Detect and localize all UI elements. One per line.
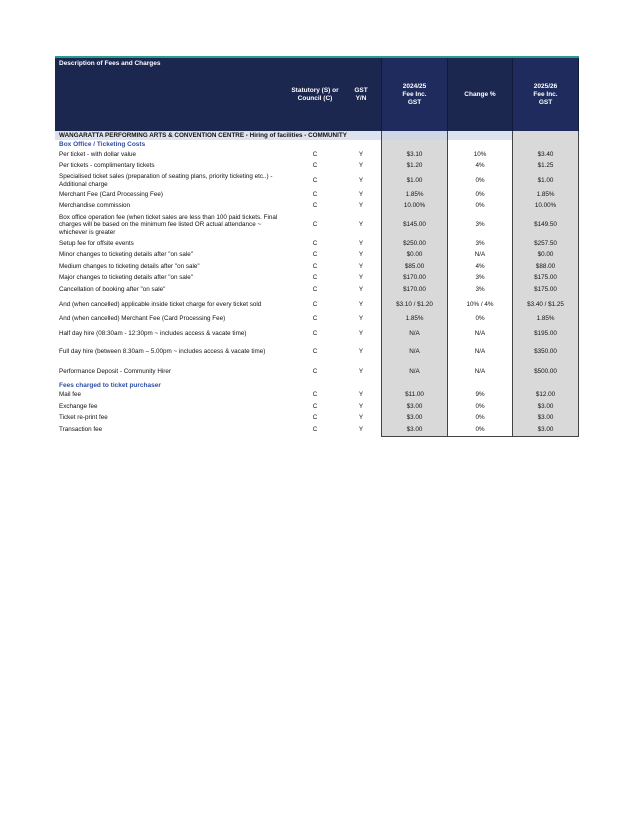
table-row [55,212,579,238]
subhead-box-office-label: Box Office / Ticketing Costs [59,141,146,148]
table-row [55,261,579,273]
table-header [55,58,579,131]
table-row [55,314,579,326]
row-change: 0% [475,402,485,410]
table-row [55,189,579,201]
row-description: Mail fee [59,391,82,399]
row-change: 0% [475,176,485,184]
row-statutory: C [312,262,318,270]
row-fee-2025-26: $149.50 [512,212,579,238]
row-fee-2024-25: N/A [381,325,448,342]
row-fee-2025-26: $500.00 [512,363,579,381]
row-gst: Y [358,262,364,270]
row-fee-2025-26: 10.00% [512,201,579,213]
row-fee-2024-25: $3.10 [381,149,448,161]
table-row [55,413,579,425]
row-change: 0% [475,425,485,433]
row-fee-2025-26: $0.00 [512,250,579,262]
section-title: WANGARATTA PERFORMING ARTS & CONVENTION CENTRE - Hiring of facilities - COMMUNITY [59,132,347,139]
row-fee-2025-26: $3.40 [512,149,579,161]
row-gst: Y [358,414,364,422]
row-statutory: C [312,162,318,170]
row-fee-2024-25: 1.85% [381,189,448,201]
row-gst: Y [358,251,364,259]
row-change: N/A [474,329,486,337]
row-change: N/A [474,348,486,356]
row-change: 0% [475,190,485,198]
header-change: Change % [464,90,496,98]
row-statutory: C [312,425,318,433]
table-row [55,325,579,342]
row-description: Box office operation fee (when ticket sales are less than 100 paid tickets. Final charges will be based on the minimum fee listed OR actual attendance ~ whichever is greater [59,213,278,236]
row-statutory: C [312,391,318,399]
row-gst: Y [358,367,364,375]
row-description: Per tickets - complimentary tickets [59,162,155,170]
row-statutory: C [312,300,318,308]
row-gst: Y [358,315,364,323]
row-description: Merchandise commission [59,202,131,210]
row-statutory: C [312,414,318,422]
row-description: Performance Deposit - Community Hirer [59,367,171,375]
row-fee-2025-26: $195.00 [512,325,579,342]
row-fee-2025-26: $350.00 [512,342,579,363]
row-description: Merchant Fee (Card Processing Fee) [59,190,163,198]
row-change: 3% [475,274,485,282]
row-gst: Y [358,391,364,399]
row-fee-2024-25: $11.00 [381,390,448,402]
row-fee-2024-25: $3.10 / $1.20 [381,296,448,314]
row-change: 9% [475,391,485,399]
row-statutory: C [312,315,318,323]
row-fee-2024-25: 10.00% [381,201,448,213]
row-fee-2025-26: $1.25 [512,161,579,173]
row-gst: Y [358,221,364,229]
row-change: 4% [475,262,485,270]
header-fee-2024-25: 2024/25 Fee Inc. GST [381,58,448,131]
row-description: Minor changes to ticketing details after "on sale" [59,251,193,259]
row-description: Specialised ticket sales (preparation of seating plans, priority ticketing etc..) - Additional charge [59,172,273,188]
row-fee-2024-25: $0.00 [381,250,448,262]
row-fee-2024-25: $3.00 [381,401,448,413]
table-row [55,296,579,314]
row-gst: Y [358,402,364,410]
row-statutory: C [312,202,318,210]
row-fee-2024-25: 1.85% [381,314,448,326]
row-gst: Y [358,285,364,293]
row-statutory: C [312,176,318,184]
table-row [55,161,579,173]
row-gst: Y [358,190,364,198]
row-fee-2024-25: N/A [381,342,448,363]
row-gst: Y [358,239,364,247]
table-row [55,284,579,296]
header-fee-2025-26: 2025/26 Fee Inc. GST [512,58,579,131]
row-change: N/A [474,251,486,259]
row-fee-2025-26: $3.40 / $1.25 [512,296,579,314]
row-statutory: C [312,150,318,158]
table-row [55,238,579,250]
row-fee-2024-25: $1.20 [381,161,448,173]
row-fee-2025-26: $1.00 [512,172,579,189]
header-statutory: Statutory (S) or Council (C) [291,86,339,102]
row-change: 3% [475,221,485,229]
row-fee-2025-26: $12.00 [512,390,579,402]
row-fee-2025-26: 1.85% [512,189,579,201]
row-gst: Y [358,202,364,210]
row-statutory: C [312,239,318,247]
row-statutory: C [312,274,318,282]
row-gst: Y [358,329,364,337]
row-fee-2025-26: $3.00 [512,413,579,425]
row-gst: Y [358,425,364,433]
table-bottom-rule [381,436,579,437]
row-change: 10% [473,150,487,158]
row-fee-2025-26: $3.00 [512,424,579,436]
row-fee-2024-25: $170.00 [381,284,448,296]
row-change: 0% [475,414,485,422]
row-gst: Y [358,162,364,170]
row-fee-2024-25: $250.00 [381,238,448,250]
table-row [55,424,579,436]
header-description: Description of Fees and Charges [59,60,161,67]
subhead-purchaser-label: Fees charged to ticket purchaser [59,381,161,389]
row-change: 3% [475,285,485,293]
row-description: Major changes to ticketing details after "on sale" [59,274,193,282]
row-fee-2024-25: $145.00 [381,212,448,238]
row-statutory: C [312,348,318,356]
subhead-box-office [55,140,579,149]
row-change: 3% [475,239,485,247]
table-row [55,172,579,189]
row-description: Cancellation of booking after "on sale" [59,285,166,293]
table-row [55,401,579,413]
table-row [55,149,579,161]
row-change: 4% [475,162,485,170]
fees-table [55,56,579,437]
table-row [55,250,579,262]
table-row [55,273,579,285]
row-statutory: C [312,329,318,337]
row-fee-2025-26: $3.00 [512,401,579,413]
row-statutory: C [312,251,318,259]
row-fee-2025-26: $257.50 [512,238,579,250]
row-fee-2025-26: $175.00 [512,273,579,285]
row-fee-2025-26: 1.85% [512,314,579,326]
row-statutory: C [312,402,318,410]
row-change: 0% [475,315,485,323]
row-description: Medium changes to ticketing details after "on sale" [59,262,200,270]
table-row [55,363,579,381]
row-description: Half day hire (08:30am - 12:30pm ~ includes access & vacate time) [59,329,247,337]
row-statutory: C [312,285,318,293]
row-description: Setup fee for offsite events [59,239,134,247]
row-description: And (when cancelled) Merchant Fee (Card Processing Fee) [59,315,226,323]
row-fee-2024-25: $85.00 [381,261,448,273]
row-description: Exchange fee [59,402,98,410]
row-fee-2025-26: $175.00 [512,284,579,296]
table-row [55,201,579,213]
row-fee-2024-25: N/A [381,363,448,381]
row-fee-2024-25: $3.00 [381,424,448,436]
row-description: Per ticket - with dollar value [59,150,136,158]
row-fee-2024-25: $3.00 [381,413,448,425]
section-title-row [55,131,579,140]
table-row [55,390,579,402]
row-description: Ticket re-print fee [59,414,108,422]
row-gst: Y [358,176,364,184]
subhead-purchaser [55,381,579,390]
row-gst: Y [358,300,364,308]
row-change: N/A [474,367,486,375]
row-gst: Y [358,348,364,356]
row-statutory: C [312,190,318,198]
table-row [55,342,579,363]
row-description: Full day hire (between 8.30am – 5.00pm ~ includes access & vacate time) [59,348,266,356]
row-gst: Y [358,150,364,158]
row-fee-2024-25: $170.00 [381,273,448,285]
row-change: 0% [475,202,485,210]
row-gst: Y [358,274,364,282]
row-description: And (when cancelled) applicable inside ticket charge for every ticket sold [59,300,262,308]
row-description: Transaction fee [59,425,103,433]
purchaser-rows [55,390,579,436]
header-gst: GST Y/N [354,86,368,102]
row-statutory: C [312,367,318,375]
box-office-rows [55,149,579,381]
row-statutory: C [312,221,318,229]
row-fee-2025-26: $88.00 [512,261,579,273]
row-fee-2024-25: $1.00 [381,172,448,189]
row-change: 10% / 4% [466,300,494,308]
